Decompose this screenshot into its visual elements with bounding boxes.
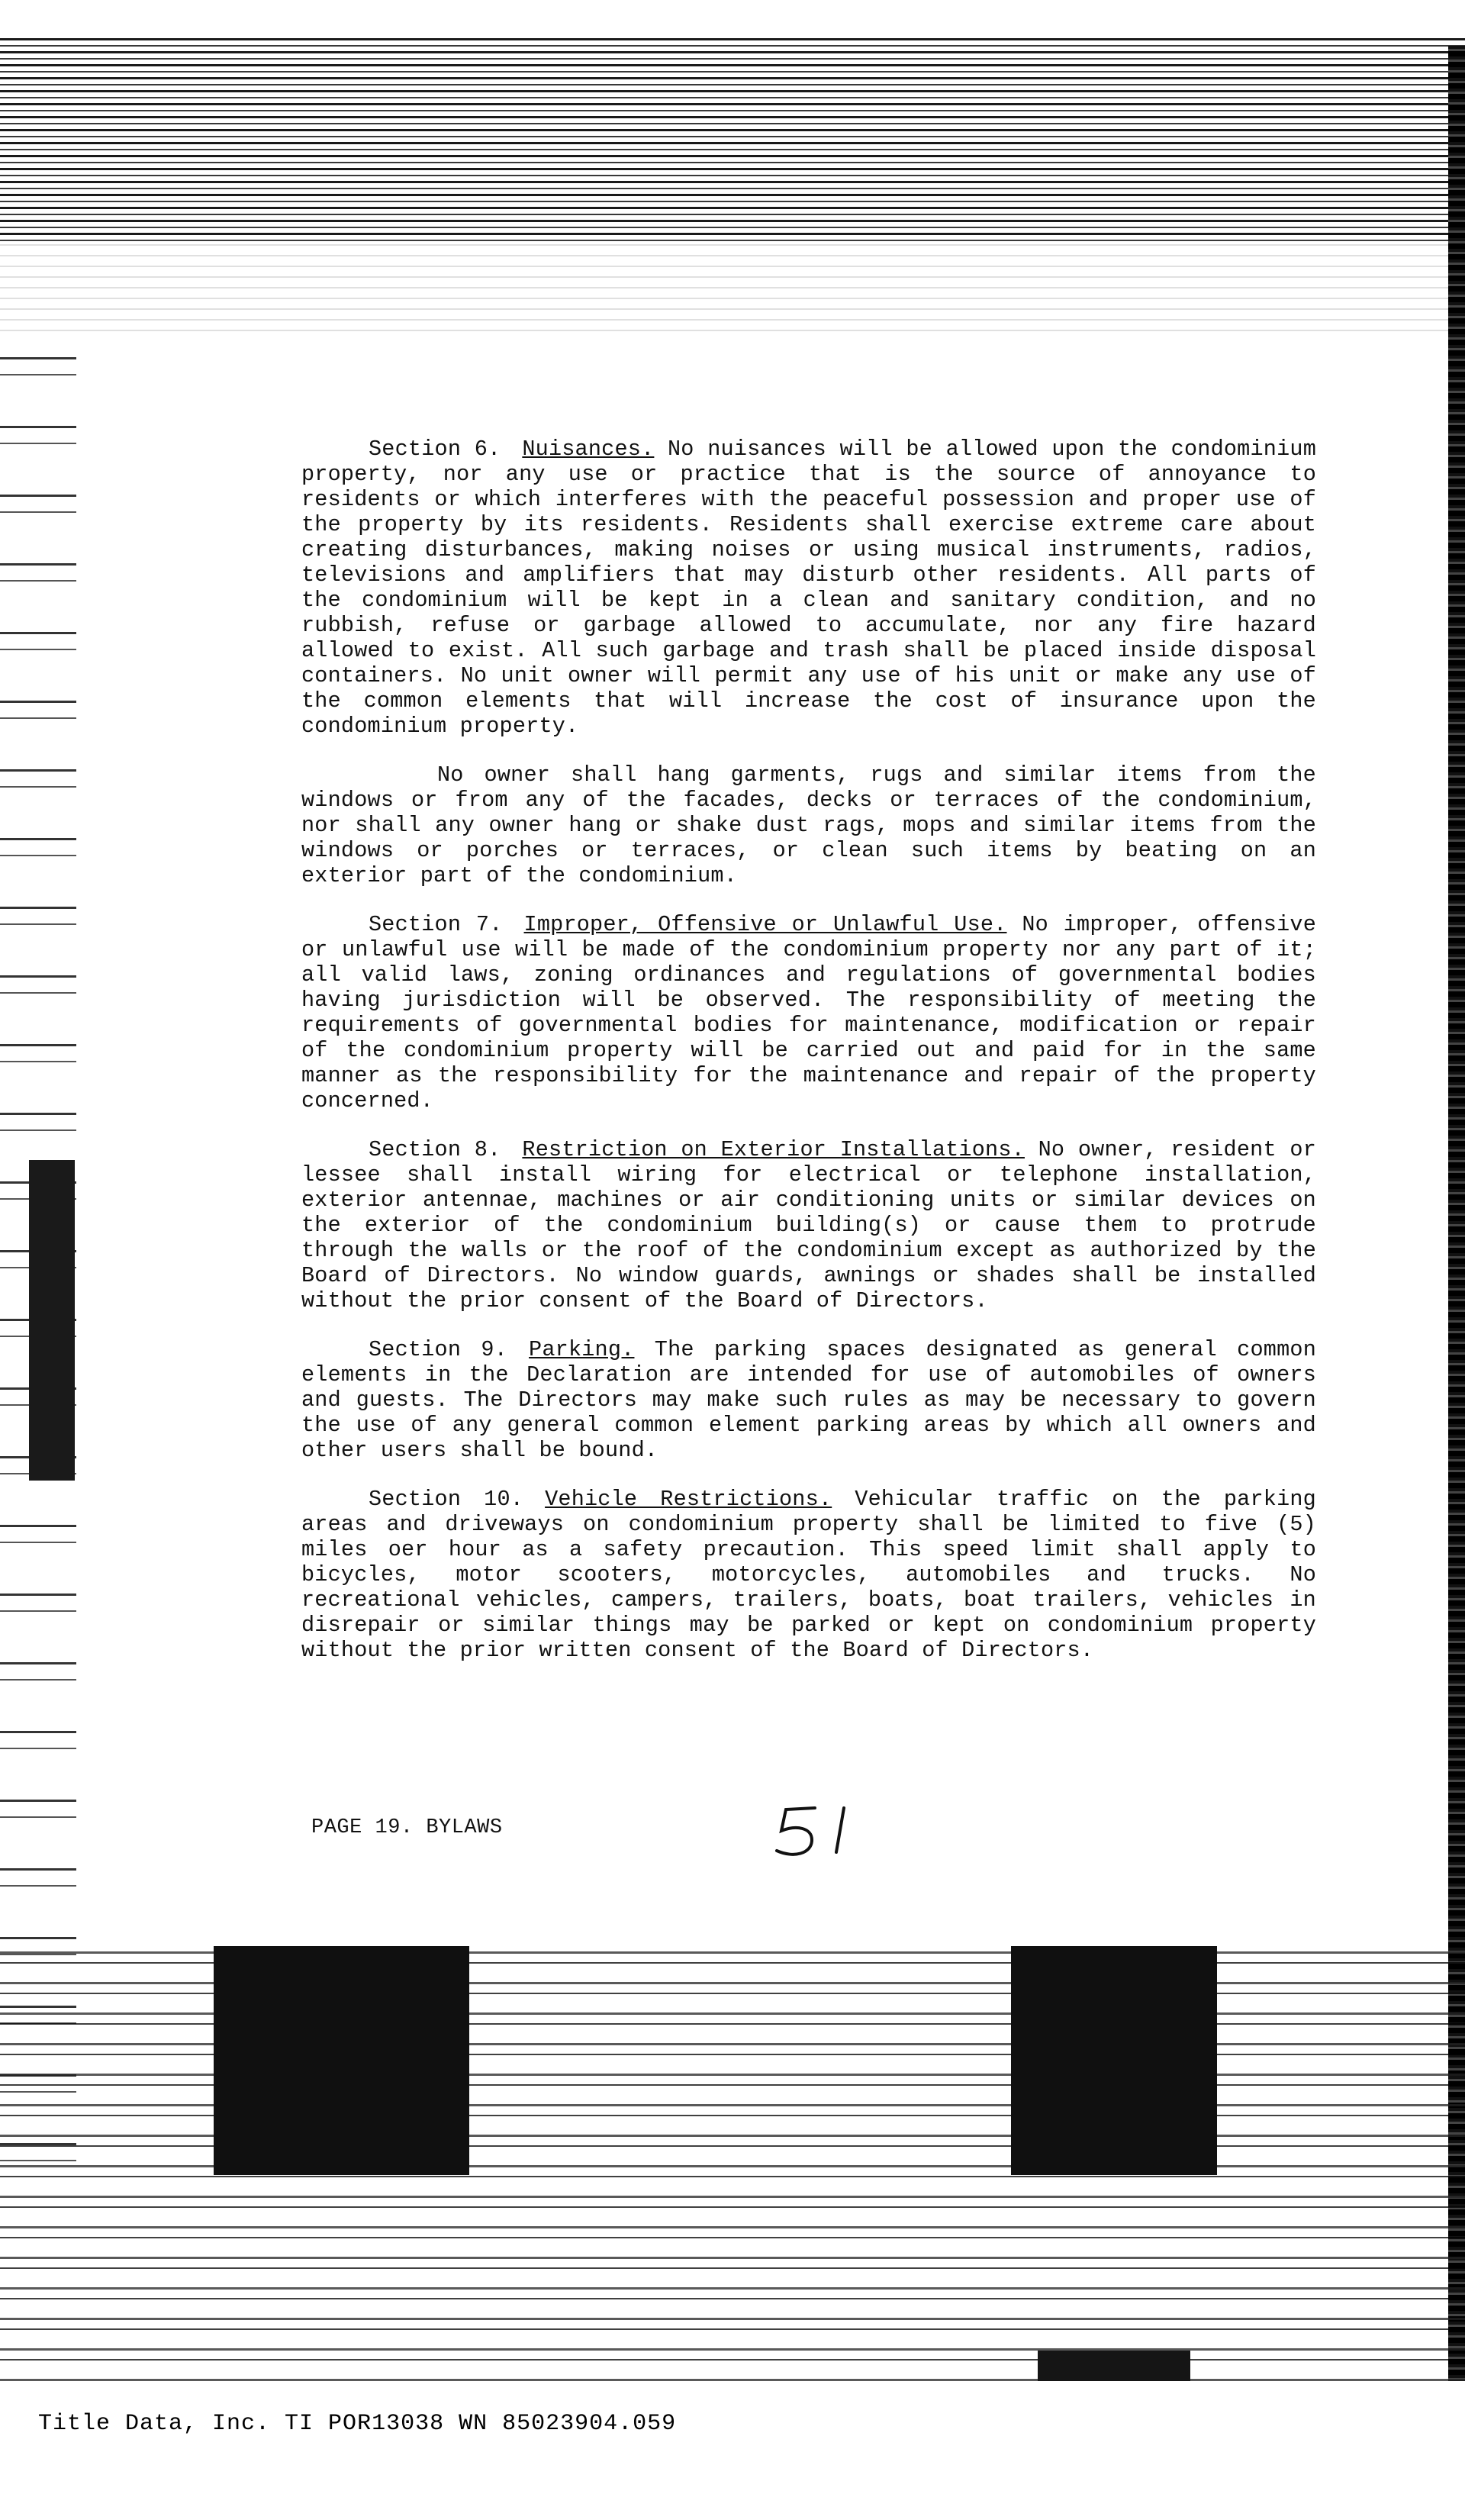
section-heading: Improper, Offensive or Unlawful Use. bbox=[523, 912, 1007, 937]
paragraph-section-7 bbox=[301, 912, 1316, 1113]
title-data-stamp: Title Data, Inc. TI POR13038 WN 85023904.059 bbox=[38, 2411, 677, 2437]
section-text: No owner shall hang garments, rugs and similar items from the windows or from any of the facades, decks or terraces of the condominium, nor shall any owner hang or shake dust rags, mops and similar items from the windows or porches or terraces, or clean such items by beating on an exterior part of the condominium. bbox=[301, 762, 1316, 888]
scan-dark-patch-bottom-left bbox=[214, 1946, 469, 2175]
section-heading: Nuisances. bbox=[522, 437, 655, 462]
section-text: Vehicular traffic on the parking areas and driveways on condominium property shall be limited to five (5) miles oer hour as a safety precaution. This speed limit shall apply to bicycles, motor scooters, motorcycles, automobiles and trucks. No recreational vehicles, campers, trailers, boats, boat trailers, vehicles in disrepair or similar things may be parked or kept on condominium property without the prior written consent of the Board of Directors. bbox=[301, 1487, 1316, 1663]
scan-noise-top bbox=[0, 38, 1465, 244]
section-heading: Parking. bbox=[529, 1337, 635, 1362]
paragraph-section-6-continued bbox=[301, 762, 1316, 888]
scan-noise-top-fade bbox=[0, 244, 1465, 336]
section-text: No nuisances will be allowed upon the condominium property, nor any use or practice that is the source of annoyance to residents or which interferes with the peaceful possession and proper use of the property by its residents. Residents shall exercise extreme care about creating disturbances, making noises or using musical instruments, radios, televisions and amplifiers that may disturb other residents. All parts of the condominium will be kept in a clean and sanitary condition, and no rubbish, refuse or garbage allowed to accumulate, nor any fire hazard allowed to exist. All such garbage and trash shall be placed inside disposal containers. No unit owner will permit any use of his unit or make any use of the common elements that will increase the cost of insurance upon the condominium property. bbox=[301, 437, 1316, 739]
section-text: No owner, resident or lessee shall install wiring for electrical or telephone installation, exterior antennae, machines or air conditioning units or similar devices on the exterior of the condominium building(s) or cause them to protrude through the walls or the roof of the condominium except as authorized by the Board of Directors. No window guards, awnings or shades shall be installed without the prior consent of the Board of Directors. bbox=[301, 1137, 1317, 1313]
page-footer: PAGE 19. BYLAWS bbox=[311, 1816, 503, 1839]
bylaws-body bbox=[301, 437, 1316, 1687]
scan-dark-patch-bottom-right-small bbox=[1038, 2351, 1190, 2381]
section-text: No improper, offensive or unlawful use will be made of the condominium property nor any part of it; all valid laws, zoning ordinances and regulations of governmental bodies having jurisdiction will be observed. The responsibility of meeting the requirements of governmental bodies for maintenance, modification or repair of the condominium property will be carried out and paid for in the same manner as the responsibility for the maintenance and repair of the property concerned. bbox=[301, 912, 1317, 1113]
section-number: Section 8. bbox=[369, 1137, 501, 1162]
paragraph-section-10 bbox=[301, 1487, 1316, 1663]
section-heading: Vehicle Restrictions. bbox=[545, 1487, 832, 1512]
scan-dark-patch-left bbox=[29, 1160, 75, 1481]
handwritten-page-number bbox=[771, 1797, 877, 1866]
paragraph-section-8 bbox=[301, 1137, 1316, 1313]
section-number: Section 7. bbox=[369, 912, 503, 937]
section-number: Section 6. bbox=[369, 437, 501, 462]
scan-dark-patch-bottom-right bbox=[1011, 1946, 1217, 2175]
section-heading: Restriction on Exterior Installations. bbox=[522, 1137, 1025, 1162]
paragraph-section-9 bbox=[301, 1337, 1316, 1463]
section-number: Section 10. bbox=[369, 1487, 524, 1512]
section-text: The parking spaces designated as general common elements in the Declaration are intended for use of automobiles of owners and guests. The Directors may make such rules as may be necessary to govern the use of any general common element parking areas by which all owners and other users shall be bound. bbox=[301, 1337, 1317, 1463]
section-number: Section 9. bbox=[369, 1337, 508, 1362]
paragraph-section-6 bbox=[301, 437, 1316, 739]
